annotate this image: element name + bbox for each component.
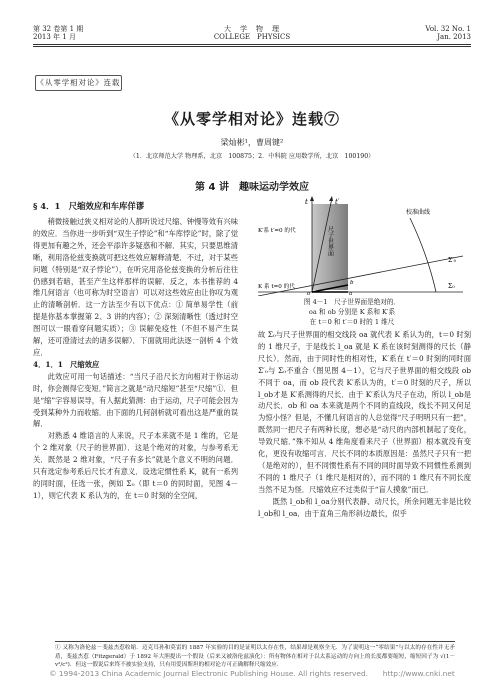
authors: 梁灿彬¹，曹周键² <box>220 138 284 147</box>
paragraph-compare-lengths: 既然 l_ob和 l_oa分别代表静、动尺长，所余问题无非是比较 l_ob和 l_oa．由于直角三角形斜边最长，似乎 <box>258 496 471 518</box>
footnote-rule <box>55 641 455 642</box>
journal-date: 2013 年 1 月 <box>33 33 76 41</box>
lecture-title: 第 4 讲 趣味运动学效应 <box>195 182 309 193</box>
label-t-prime: t′ <box>335 198 340 206</box>
right-column <box>258 329 471 520</box>
section-heading: § 4．1 尺缩效应和车库佯谬 <box>33 201 145 211</box>
left-column <box>33 200 238 502</box>
header-rule <box>33 44 471 45</box>
t-axis-arrow <box>310 196 314 201</box>
label-t: t <box>305 198 308 206</box>
calibration-curve <box>410 218 436 292</box>
subsection-heading: 4．1．1 尺缩效应 <box>33 359 100 369</box>
label-o: o <box>307 291 311 296</box>
paragraph-ruler-description: 此效应可用一句话描述：“当尺子沿尺长方向相对于你运动时，你会测得它变短．”简言之就是“动尺缩短”甚至“尺缩”①．但是“缩”字容易误导，有人据此猜测：由于运动，尺子可能会因为受到某种外力而收缩．由下面的几何剖析就可看出这是严重的误解． <box>33 371 238 429</box>
label-a: a <box>349 291 353 296</box>
journal-volume: 第 32 卷第 1 期 <box>33 25 84 33</box>
series-box: 《从零学相对论》连载 <box>35 75 122 91</box>
label-k-prime-sim: K′系 t′=0 的代 <box>258 228 296 234</box>
affiliations: （1．北京师范大学 物理系，北京 100875；2．中科院 应用数学所，北京 100190） <box>129 153 375 160</box>
journal-issue: Vol. 32 No. 1 <box>425 25 471 33</box>
t-prime-axis-arrow <box>329 196 333 201</box>
paragraph-four-dimensional: 对熟悉 4 维语言的人来说，尺子本来就不是 1 维的，它是个 2 维对象（尺子的世界面）．这是个绝对的对象，与参考系无关．既然是 2 维对象，“尺子有多长”就是个意义不明的问题．只有选定参考系后尺长才有意义．设选定惯性系 K，就有一系列的同时面，任选一张，例如 Σ₀（即 t＝0 的同时面，见图 4－1），则它代表 K 系认为的，在 t＝0 时刻的全空间， <box>33 431 238 500</box>
label-b: b <box>350 280 354 286</box>
article-title: 《从零学相对论》连载⑦ <box>163 110 340 128</box>
label-sigma0: Σ₀ <box>448 283 455 290</box>
figure-caption <box>292 297 412 327</box>
copyright-line: © 1994-2013 China Academic Journal Electronic Publishing House. All rights reserved. http://www.cnki.net <box>49 669 455 678</box>
header-rule-thin <box>33 46 471 47</box>
paragraph-intro: 稍微接触过狭义相对论的人都听说过尺缩、钟慢等效有兴味的效应．当你进一步听到“双生子悖论”和“车库悖论”时，除了觉得更加有趣之外，还会平添许多疑惑和不解．其实，只要思维清晰，利用洛伦兹变换就可把这些效应解释清楚．不过，对于某些问题（特别是“双子悖论”），在听完用洛伦兹变换的分析后往往仍感到若暗，甚至产生这样那样的误解．反之，本书推荐的 4 维几何语言（也可称为时空语言）可以对这些效应由让你叹为观止的清晰剖析．这一方法至少有以下优点：① 简单易学性（前提是你基本掌握第 2、3 讲的内容）；② 深刻清晰性（透过时空图可以一眼看穿问题实质）；③ 误解免疫性（不但不易产生误解，还可澄清过去的诸多误解）．下面就用此法逐一剖析 4 个效应． <box>33 217 238 357</box>
caption-line-1: 图 4－1 尺子世界面是绝对的． <box>303 298 401 306</box>
label-sigma0-prime: Σ′₀ <box>448 257 457 264</box>
journal-name-cn: 大 学 物 理 <box>224 25 280 33</box>
caption-line-2: oa 和 ob 分别是 K 系和 K′系 <box>308 308 396 316</box>
figure-spacetime-diagram <box>258 196 470 296</box>
footnote: ① 又称为洛伦兹－斐兹杰惹收缩．迈克耳孙和莫雷的 1887 年实验的目的是证明以太存在性，结果却是观察全无．为了说明这一“零结果”与以太的存在性并无矛盾，斐兹杰惹（Fitzgerald）于 1892 年大胆提出一个假设（后来又被洛伦兹演化）：所有物体在相对于以太系运动的方向上的长度都要缩短，缩短因子为 √(1－v²/c²)．但这一假说后来终不被实验支持，只有用爱因斯坦的相对论方可正确解释尺缩效应． <box>55 645 455 669</box>
label-k-sim: K 系 t=0 的代 <box>258 284 295 290</box>
label-world-line: 校准曲线 <box>406 209 431 216</box>
journal-month: Jan. 2013 <box>437 33 471 41</box>
header-right <box>425 25 471 41</box>
journal-name-en: COLLEGE PHYSICS <box>213 33 291 41</box>
label-ruler-vertical: 尺子世界面 <box>326 226 334 256</box>
caption-line-3: 在 t＝0 和 t′＝0 时的 1 维尺 <box>309 318 395 326</box>
paragraph-simultaneity: 故 Σ₀与尺子世界面的相交线段 oa 就代表 K 系认为的，t＝0 时刻的 1 维尺子，于是线长 l_oa 就是 K 系在该时刻测得的尺长（静尺长）．然而，由于同时性的相对性，K′系在 t′＝0 时刻的同时面 Σ′₀与 Σ₀不重合（图见图 4－1），它与尺子世界面的相交线段 ob 不同于 oa，而 ob 段代表 K′系认为的，t′＝0 时刻的尺子，所以 l_ob才是 K′系测得的尺长．由于 K′系认为尺子在动，所以 l_ob是动尺长．ob 和 oa 本来就是两个不同的直线段，线长不同又何足为惊小怪？但是，不懂几何语言的人总觉得“尺子明明只有一把”，既然同一把尺子有两种长度，想必是“动尺的内部机制起了变化，导致尺缩．”殊不知从 4 维角度看来尺子（世界面）根本就没有变化，更没有收缩可言．尺长不同的本质原因是：虽然尺子只有一把（是绝对的），但不同惯性系有不同的同时面导致不同惯性系测到不同的 1 维尺子（1 维尺是相对的），而不同的 1 维尺有不同长度当然不足为怪．尺缩效应不过类似于“盲人摸象”而已． <box>258 330 471 494</box>
